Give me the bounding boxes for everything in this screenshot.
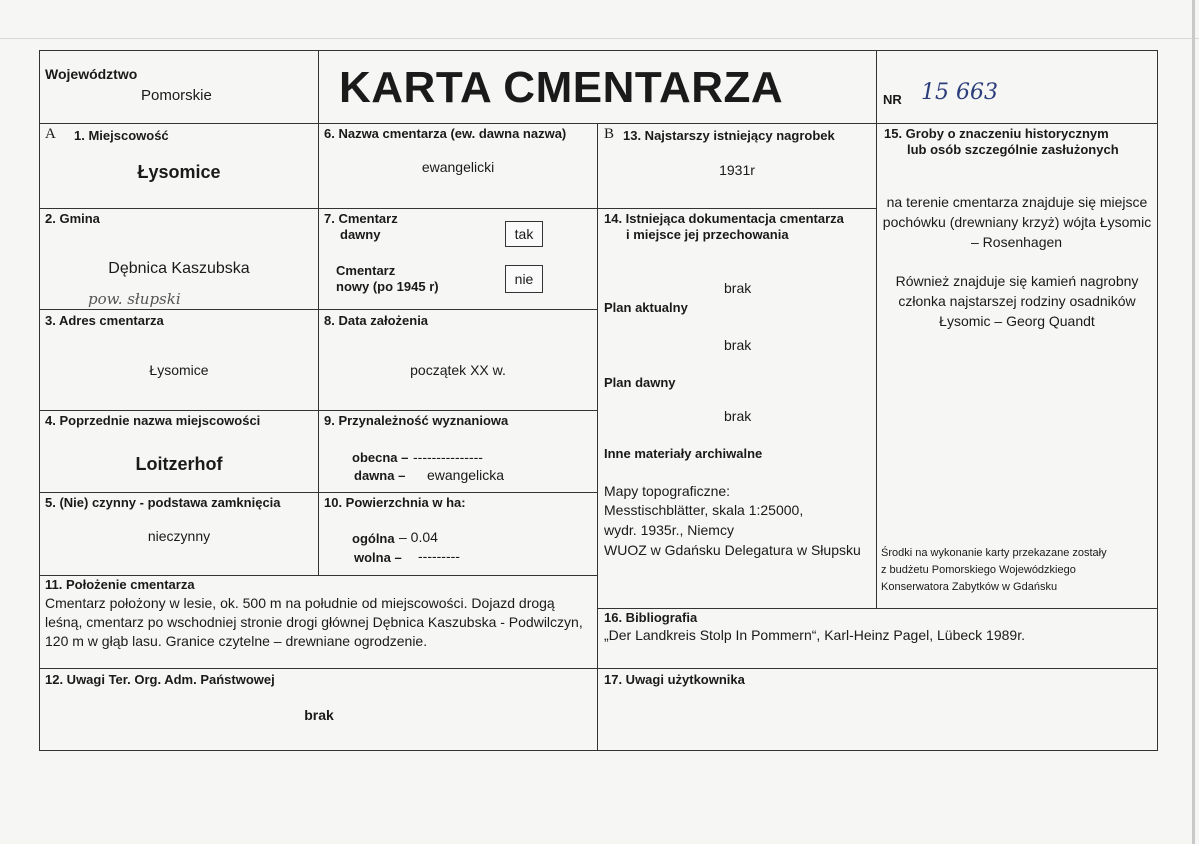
s15-text-5: członka najstarszej rodziny osadników: [898, 293, 1136, 309]
s15-text-3: – Rosenhagen: [971, 234, 1063, 250]
scan-edge-right: [1192, 0, 1195, 844]
s1-label: 1. Miejscowość: [74, 128, 169, 143]
s3-label: 3. Adres cmentarza: [45, 313, 164, 328]
s2-handwritten-note: pow. słupski: [88, 290, 181, 308]
s14-brak-2: brak: [724, 337, 752, 353]
s7-tak-box: tak: [505, 221, 543, 247]
s10-ogolna-label: ogólna: [352, 531, 395, 546]
s14-mapy-3: wydr. 1935r., Niemcy: [604, 522, 734, 538]
s3-value: Łysomice: [149, 362, 209, 378]
s14-plan-aktualny: Plan aktualny: [604, 300, 688, 315]
s15-text-4: Również znajduje się kamień nagrobny: [895, 273, 1139, 289]
s14-plan-dawny: Plan dawny: [604, 375, 676, 390]
s14-mapy-2: Messtischblätter, skala 1:25000,: [604, 502, 804, 518]
s7-nie-box: nie: [505, 265, 543, 293]
s8-value: początek XX w.: [410, 362, 506, 378]
s11-line3: 120 m w głąb lasu. Granice czytelne – drewniane ogrodzenie.: [45, 633, 428, 649]
s8-label: 8. Data założenia: [324, 313, 429, 328]
s2-value: Dębnica Kaszubska: [108, 260, 250, 277]
s10-label: 10. Powierzchnia w ha:: [324, 495, 466, 510]
s15-funding-1: Środki na wykonanie karty przekazane zostały: [881, 547, 1107, 559]
s14-label1: 14. Istniejąca dokumentacja cmentarza: [604, 211, 844, 226]
s9-label: 9. Przynależność wyznaniowa: [324, 413, 509, 428]
s14-mapy-1: Mapy topograficzne:: [604, 483, 731, 499]
s9-dawna-label: dawna –: [354, 468, 406, 483]
s2-label: 2. Gmina: [45, 211, 100, 226]
s15-text-2: pochówku (drewniany krzyż) wójta Łysomic: [882, 214, 1152, 230]
s7-nowy-label1: Cmentarz: [336, 263, 396, 278]
page-title: KARTA CMENTARZA: [339, 63, 784, 112]
s11-label: 11. Położenie cmentarza: [45, 577, 195, 592]
s14-inne: Inne materiały archiwalne: [604, 446, 763, 461]
s10-wolna-label: wolna –: [354, 550, 402, 565]
s4-label: 4. Poprzednie nazwa miejscowości: [45, 413, 261, 428]
s15-label1: 15. Groby o znaczeniu historycznym: [884, 126, 1109, 141]
s14-mapy-4: WUOZ w Gdańsku Delegatura w Słupsku: [604, 542, 861, 558]
s7-nowy-label2: nowy (po 1945 r): [336, 279, 439, 294]
s9-dawna-value: ewangelicka: [427, 467, 505, 483]
nr-label: NR: [883, 92, 902, 107]
wojewodztwo-value: Pomorskie: [141, 87, 212, 104]
s6-label: 6. Nazwa cmentarza (ew. dawna nazwa): [324, 126, 567, 141]
wojewodztwo-label: Województwo: [45, 66, 138, 82]
s14-brak-1: brak: [724, 280, 752, 296]
s10-wolna-value: ---------: [418, 548, 460, 564]
s14-label2: i miejsce jej przechowania: [626, 227, 789, 242]
section-b-marker: B: [604, 126, 615, 142]
s13-value: 1931r: [719, 162, 755, 178]
s6-value: ewangelicki: [421, 159, 495, 175]
s16-value: „Der Landkreis Stolp In Pommern“, Karl-Heinz Pagel, Lübeck 1989r.: [604, 627, 1025, 643]
s12-value: brak: [304, 707, 334, 723]
s15-label2: lub osób szczególnie zasłużonych: [907, 142, 1119, 157]
s17-label: 17. Uwagi użytkownika: [604, 672, 745, 687]
s7-label: 7. Cmentarz: [324, 211, 398, 226]
scan-edge: [0, 38, 1199, 39]
s13-label: 13. Najstarszy istniejący nagrobek: [623, 128, 835, 143]
s9-obecna-value: ---------------: [413, 449, 483, 465]
s15-text-6: Łysomic – Georg Quandt: [939, 313, 1095, 329]
s11-line2: leśną, cmentarz po wschodniej stronie drogi głównej Dębnica Kaszubska - Podwilczyn,: [45, 614, 583, 630]
s14-brak-3: brak: [724, 408, 752, 424]
section-a-marker: A: [45, 126, 56, 142]
s7-dawny-label: dawny: [340, 227, 381, 242]
s10-ogolna-value: – 0.04: [399, 529, 438, 545]
s12-label: 12. Uwagi Ter. Org. Adm. Państwowej: [45, 672, 275, 687]
s15-funding-3: Konserwatora Zabytków w Gdańsku: [881, 581, 1058, 593]
s5-label: 5. (Nie) czynny - podstawa zamknięcia: [45, 495, 281, 510]
s15-text-1: na terenie cmentarza znajduje się miejsce: [886, 194, 1148, 210]
s1-value: Łysomice: [137, 162, 221, 182]
s11-line1: Cmentarz położony w lesie, ok. 500 m na południe od miejscowości. Dojazd drogą: [45, 595, 555, 611]
s4-value: Loitzerhof: [135, 454, 223, 474]
s5-value: nieczynny: [147, 528, 211, 544]
s15-funding-2: z budżetu Pomorskiego Wojewódzkiego: [881, 564, 1076, 576]
s16-label: 16. Bibliografia: [604, 610, 698, 625]
s9-obecna-label: obecna –: [352, 450, 409, 465]
nr-value: 15 663: [921, 80, 998, 105]
